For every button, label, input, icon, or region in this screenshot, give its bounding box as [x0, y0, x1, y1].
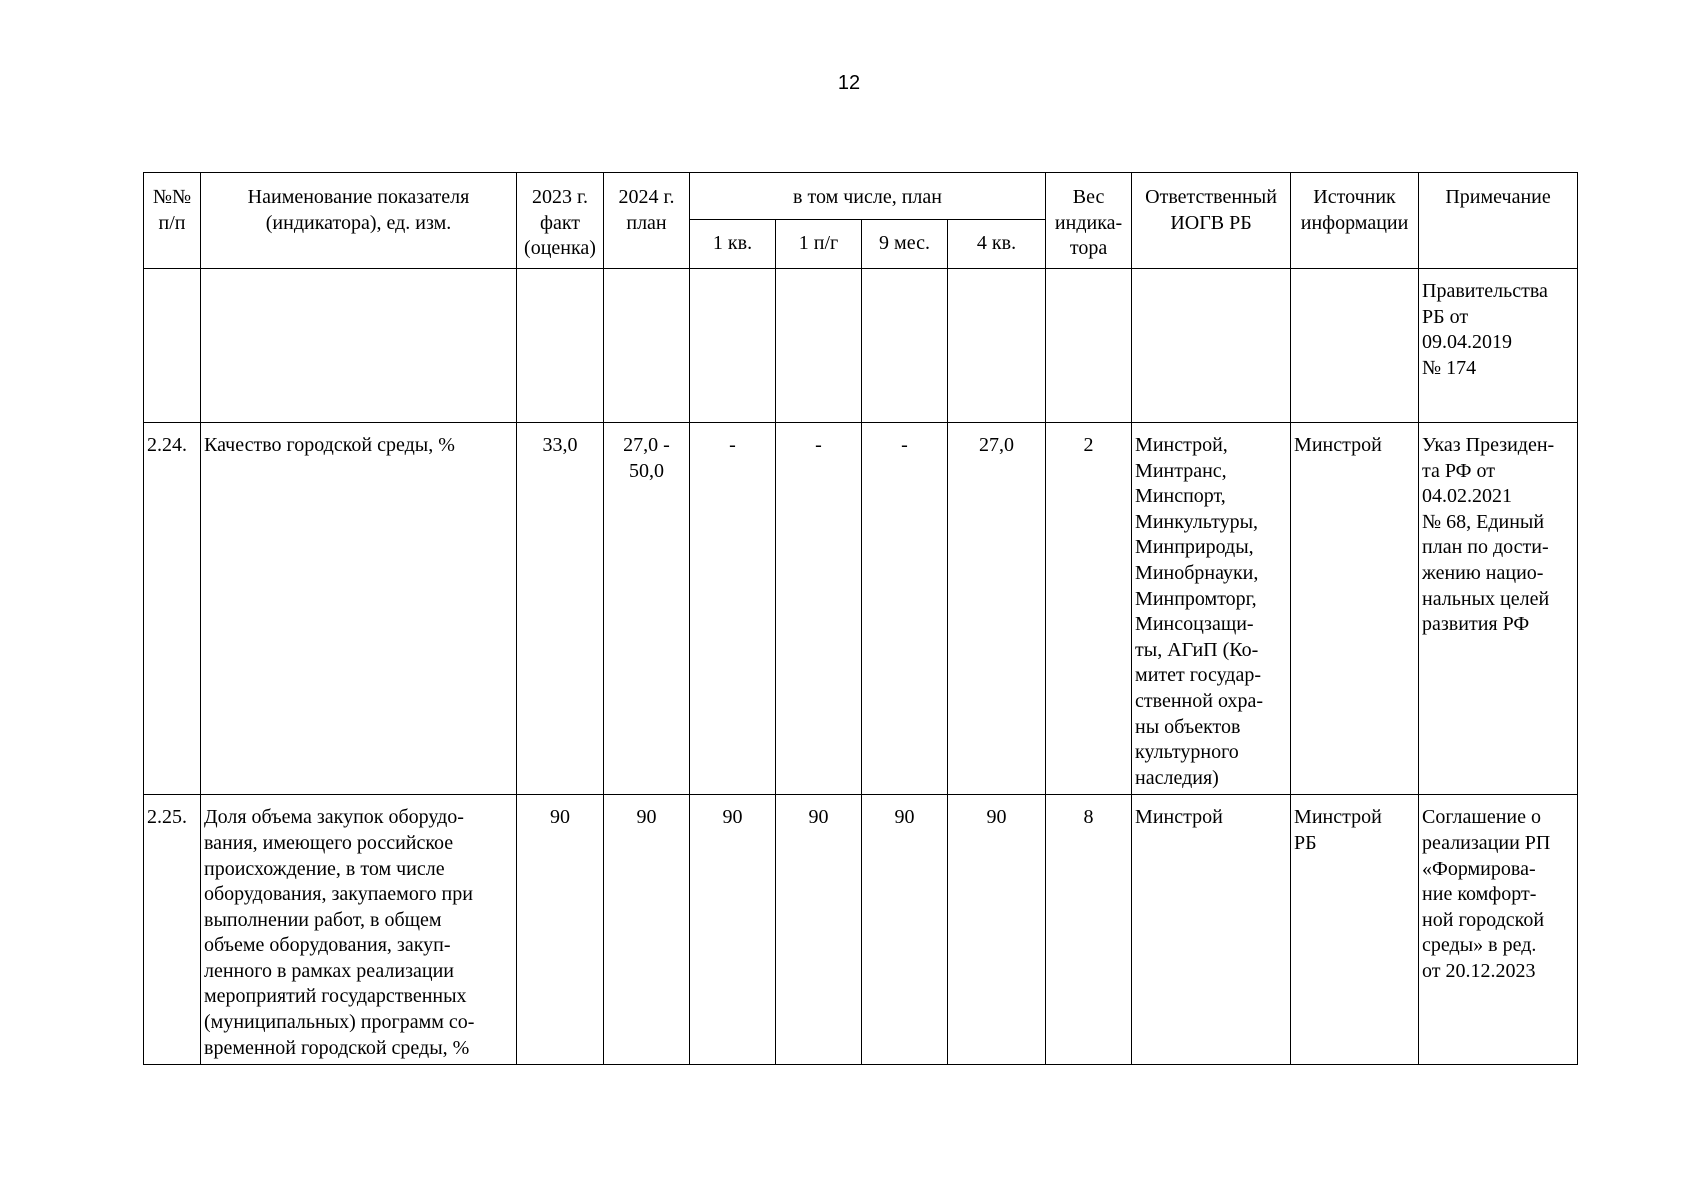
cell-responsible: Минстрой	[1132, 795, 1291, 1065]
cell-source	[1291, 269, 1419, 423]
cell-plan-2024: 27,0 - 50,0	[604, 423, 690, 795]
header-note: Примечание	[1419, 173, 1578, 269]
cell-name: Доля объема закупок оборудо- вания, имеющего российское происхождение, в том числе оборудования, закупаемого при выполнении работ, в общем объеме оборудования, закуп- ленного в рамках реализации мероприятий государственных (муниципальных) программ со- временной городской среды, %	[201, 795, 517, 1065]
cell-q4	[948, 269, 1046, 423]
header-q1: 1 кв.	[690, 220, 776, 269]
header-num: №№ п/п	[144, 173, 201, 269]
cell-9m: 90	[862, 795, 948, 1065]
cell-q4: 27,0	[948, 423, 1046, 795]
table-row	[144, 423, 1578, 795]
header-including-plan: в том числе, план	[690, 173, 1046, 220]
table-row	[144, 269, 1578, 423]
cell-weight: 8	[1046, 795, 1132, 1065]
header-fact-2023: 2023 г. факт (оценка)	[517, 173, 604, 269]
cell-plan-2024	[604, 269, 690, 423]
cell-name: Качество городской среды, %	[201, 423, 517, 795]
cell-weight	[1046, 269, 1132, 423]
header-name: Наименование показателя (индикатора), ед. изм.	[201, 173, 517, 269]
cell-num: 2.25.	[144, 795, 201, 1065]
cell-fact-2023: 90	[517, 795, 604, 1065]
cell-note: Правительства РБ от 09.04.2019 № 174	[1419, 269, 1578, 423]
header-weight: Вес индика- тора	[1046, 173, 1132, 269]
cell-source: Минстрой РБ	[1291, 795, 1419, 1065]
cell-h1: 90	[776, 795, 862, 1065]
cell-fact-2023	[517, 269, 604, 423]
table-row	[144, 795, 1578, 1065]
cell-9m	[862, 269, 948, 423]
header-plan-2024: 2024 г. план	[604, 173, 690, 269]
cell-responsible	[1132, 269, 1291, 423]
cell-name	[201, 269, 517, 423]
cell-q1	[690, 269, 776, 423]
cell-fact-2023: 33,0	[517, 423, 604, 795]
header-h1: 1 п/г	[776, 220, 862, 269]
cell-num	[144, 269, 201, 423]
cell-q1: 90	[690, 795, 776, 1065]
header-row	[144, 173, 1578, 220]
cell-source: Минстрой	[1291, 423, 1419, 795]
cell-q1: -	[690, 423, 776, 795]
page-number: 12	[837, 72, 861, 94]
cell-weight: 2	[1046, 423, 1132, 795]
cell-num: 2.24.	[144, 423, 201, 795]
cell-note: Соглашение о реализации РП «Формирова- ние комфорт- ной городской среды» в ред. от 20.12.2023	[1419, 795, 1578, 1065]
indicators-table	[143, 172, 1578, 1065]
header-source: Источник информации	[1291, 173, 1419, 269]
cell-responsible: Минстрой, Минтранс, Минспорт, Минкультуры, Минприроды, Минобрнауки, Минпромторг, Минсоцзащи- ты, АГиП (Ко- митет государ- ственной охра- ны объектов культурного наследия)	[1132, 423, 1291, 795]
cell-h1	[776, 269, 862, 423]
header-responsible: Ответственный ИОГВ РБ	[1132, 173, 1291, 269]
cell-q4: 90	[948, 795, 1046, 1065]
cell-plan-2024: 90	[604, 795, 690, 1065]
cell-note: Указ Президен- та РФ от 04.02.2021 № 68, Единый план по дости- жению нацио- нальных целей развития РФ	[1419, 423, 1578, 795]
header-q4: 4 кв.	[948, 220, 1046, 269]
cell-h1: -	[776, 423, 862, 795]
header-9m: 9 мес.	[862, 220, 948, 269]
cell-9m: -	[862, 423, 948, 795]
